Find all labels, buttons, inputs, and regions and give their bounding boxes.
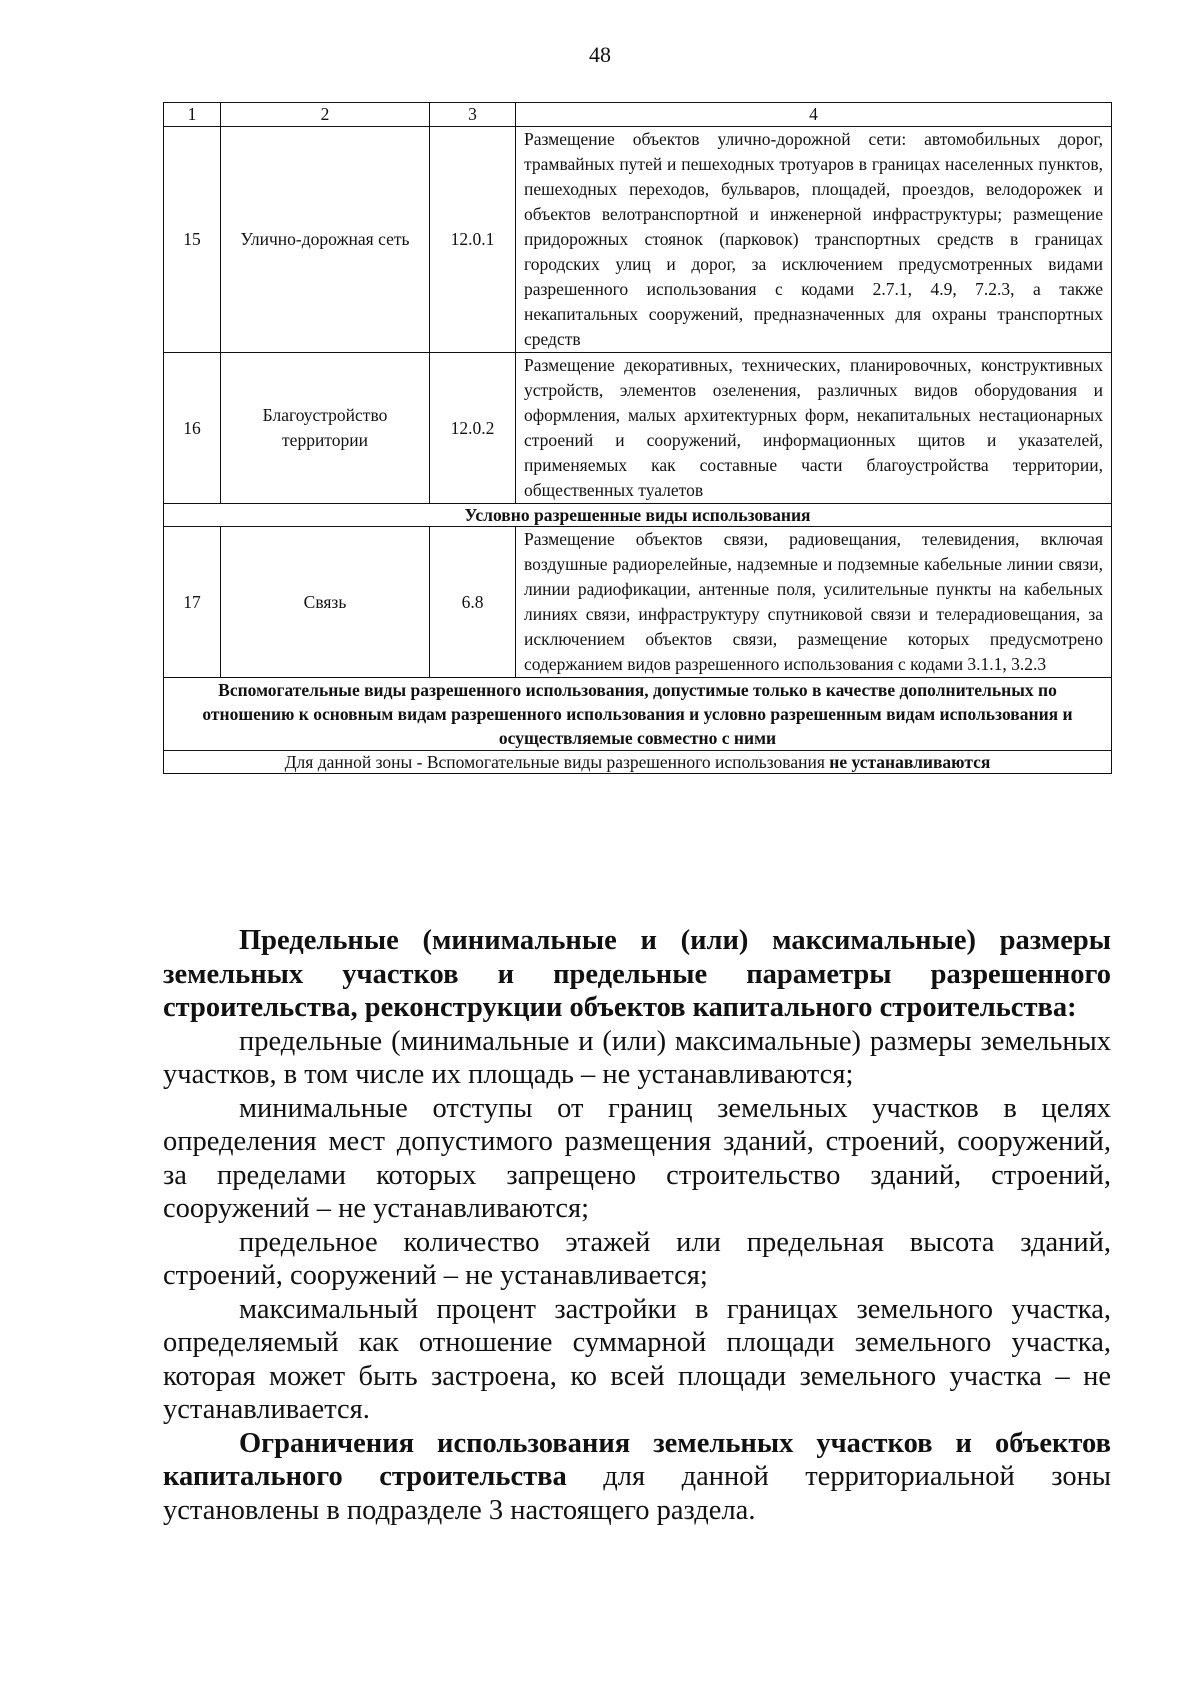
paragraph-restrictions xyxy=(163,1427,1111,1528)
auxiliary-uses-title: Вспомогательные виды разрешенного использования, допустимые только в качестве дополнительных по отношению к основным видам разрешенного использования и условно разрешенным видам использования и осуществляемые совместно с ними xyxy=(164,678,1112,751)
paragraph-plot-sizes: предельные (минимальные и (или) максимальные) размеры земельных участков, в том числе их площадь – не устанавливаются; xyxy=(163,1025,1111,1090)
paragraph-coverage: максимальный процент застройки в границах земельного участка, определяемый как отношение суммарной площади земельного участка, которая может быть застроена, ко всей площади земельного участка – не устанавливается. xyxy=(163,1293,1111,1425)
section-row xyxy=(164,678,1112,751)
auxiliary-note-text: Для данной зоны - Вспомогательные виды разрешенного использования xyxy=(284,752,830,772)
table-row xyxy=(164,527,1112,678)
restrictions-text: для данной территориальной зоны установлены в подразделе 3 настоящего раздела. xyxy=(163,1461,1111,1526)
table-header-row xyxy=(164,103,1112,127)
row-number: 17 xyxy=(164,527,221,678)
table-row xyxy=(164,353,1112,504)
header-cell: 3 xyxy=(430,103,516,127)
use-type-code: 12.0.2 xyxy=(430,353,516,504)
header-cell: 4 xyxy=(516,103,1112,127)
use-type-description: Размещение объектов улично-дорожной сети: автомобильных дорог, трамвайных путей и пешеходных тротуаров в границах населенных пунктов, пешеходных переходов, бульваров, площадей, проездов, велодорожек и объектов велотранспортной и инженерной инфраструктуры; размещение придорожных стоянок (парковок) транспортных средств в границах городских улиц и дорог, за исключением предусмотренных видами разрешенного использования с кодами 2.7.1, 4.9, 7.2.3, а также некапитальных сооружений, предназначенных для охраны транспортных средств xyxy=(516,127,1112,353)
parameters-heading: Предельные (минимальные и (или) максимальные) размеры земельных участков и предельные параметры разрешенного строительства, реконструкции объектов капитального строительства: xyxy=(163,925,1111,1023)
auxiliary-note-emphasis: не устанавливаются xyxy=(829,752,991,772)
use-type-name: Улично-дорожная сеть xyxy=(221,127,430,353)
land-use-table xyxy=(163,102,1112,774)
paragraph-floors: предельное количество этажей или предельная высота зданий, строений, сооружений – не устанавливается; xyxy=(163,1226,1111,1291)
use-type-code: 6.8 xyxy=(430,527,516,678)
header-cell: 1 xyxy=(164,103,221,127)
section-row xyxy=(164,504,1112,527)
use-type-description: Размещение объектов связи, радиовещания, телевидения, включая воздушные радиорелейные, надземные и подземные кабельные линии связи, линии радиофикации, антенные поля, усилительные пункты на кабельных линиях связи, инфраструктуру спутниковой связи и телерадиовещания, за исключением объектов связи, размещение которых предусмотрено содержанием видов разрешенного использования с кодами 3.1.1, 3.2.3 xyxy=(516,527,1112,678)
use-type-name: Благоустройство территории xyxy=(221,353,430,504)
header-cell: 2 xyxy=(221,103,430,127)
restrictions-heading: Ограничения использования земельных участков и объектов капитального строительства xyxy=(163,1427,1111,1492)
use-type-code: 12.0.1 xyxy=(430,127,516,353)
page-number: 48 xyxy=(589,42,611,67)
paragraph-setbacks: минимальные отступы от границ земельных участков в целях определения мест допустимого размещения зданий, строений, сооружений, за пределами которых запрещено строительство зданий, строений, сооружений – не устанавливаются; xyxy=(163,1092,1111,1224)
row-number: 16 xyxy=(164,353,221,504)
use-type-name: Связь xyxy=(221,527,430,678)
row-number: 15 xyxy=(164,127,221,353)
auxiliary-uses-note xyxy=(164,751,1112,774)
conditional-uses-title: Условно разрешенные виды использования xyxy=(164,504,1112,527)
table-row xyxy=(164,127,1112,353)
use-type-description: Размещение декоративных, технических, планировочных, конструктивных устройств, элементов озеленения, различных видов оборудования и оформления, малых архитектурных форм, некапитальных нестационарных строений и сооружений, информационных щитов и указателей, применяемых как составные части благоустройства территории, общественных туалетов xyxy=(516,353,1112,504)
regulations-text xyxy=(163,924,1111,1527)
section-row xyxy=(164,751,1112,774)
